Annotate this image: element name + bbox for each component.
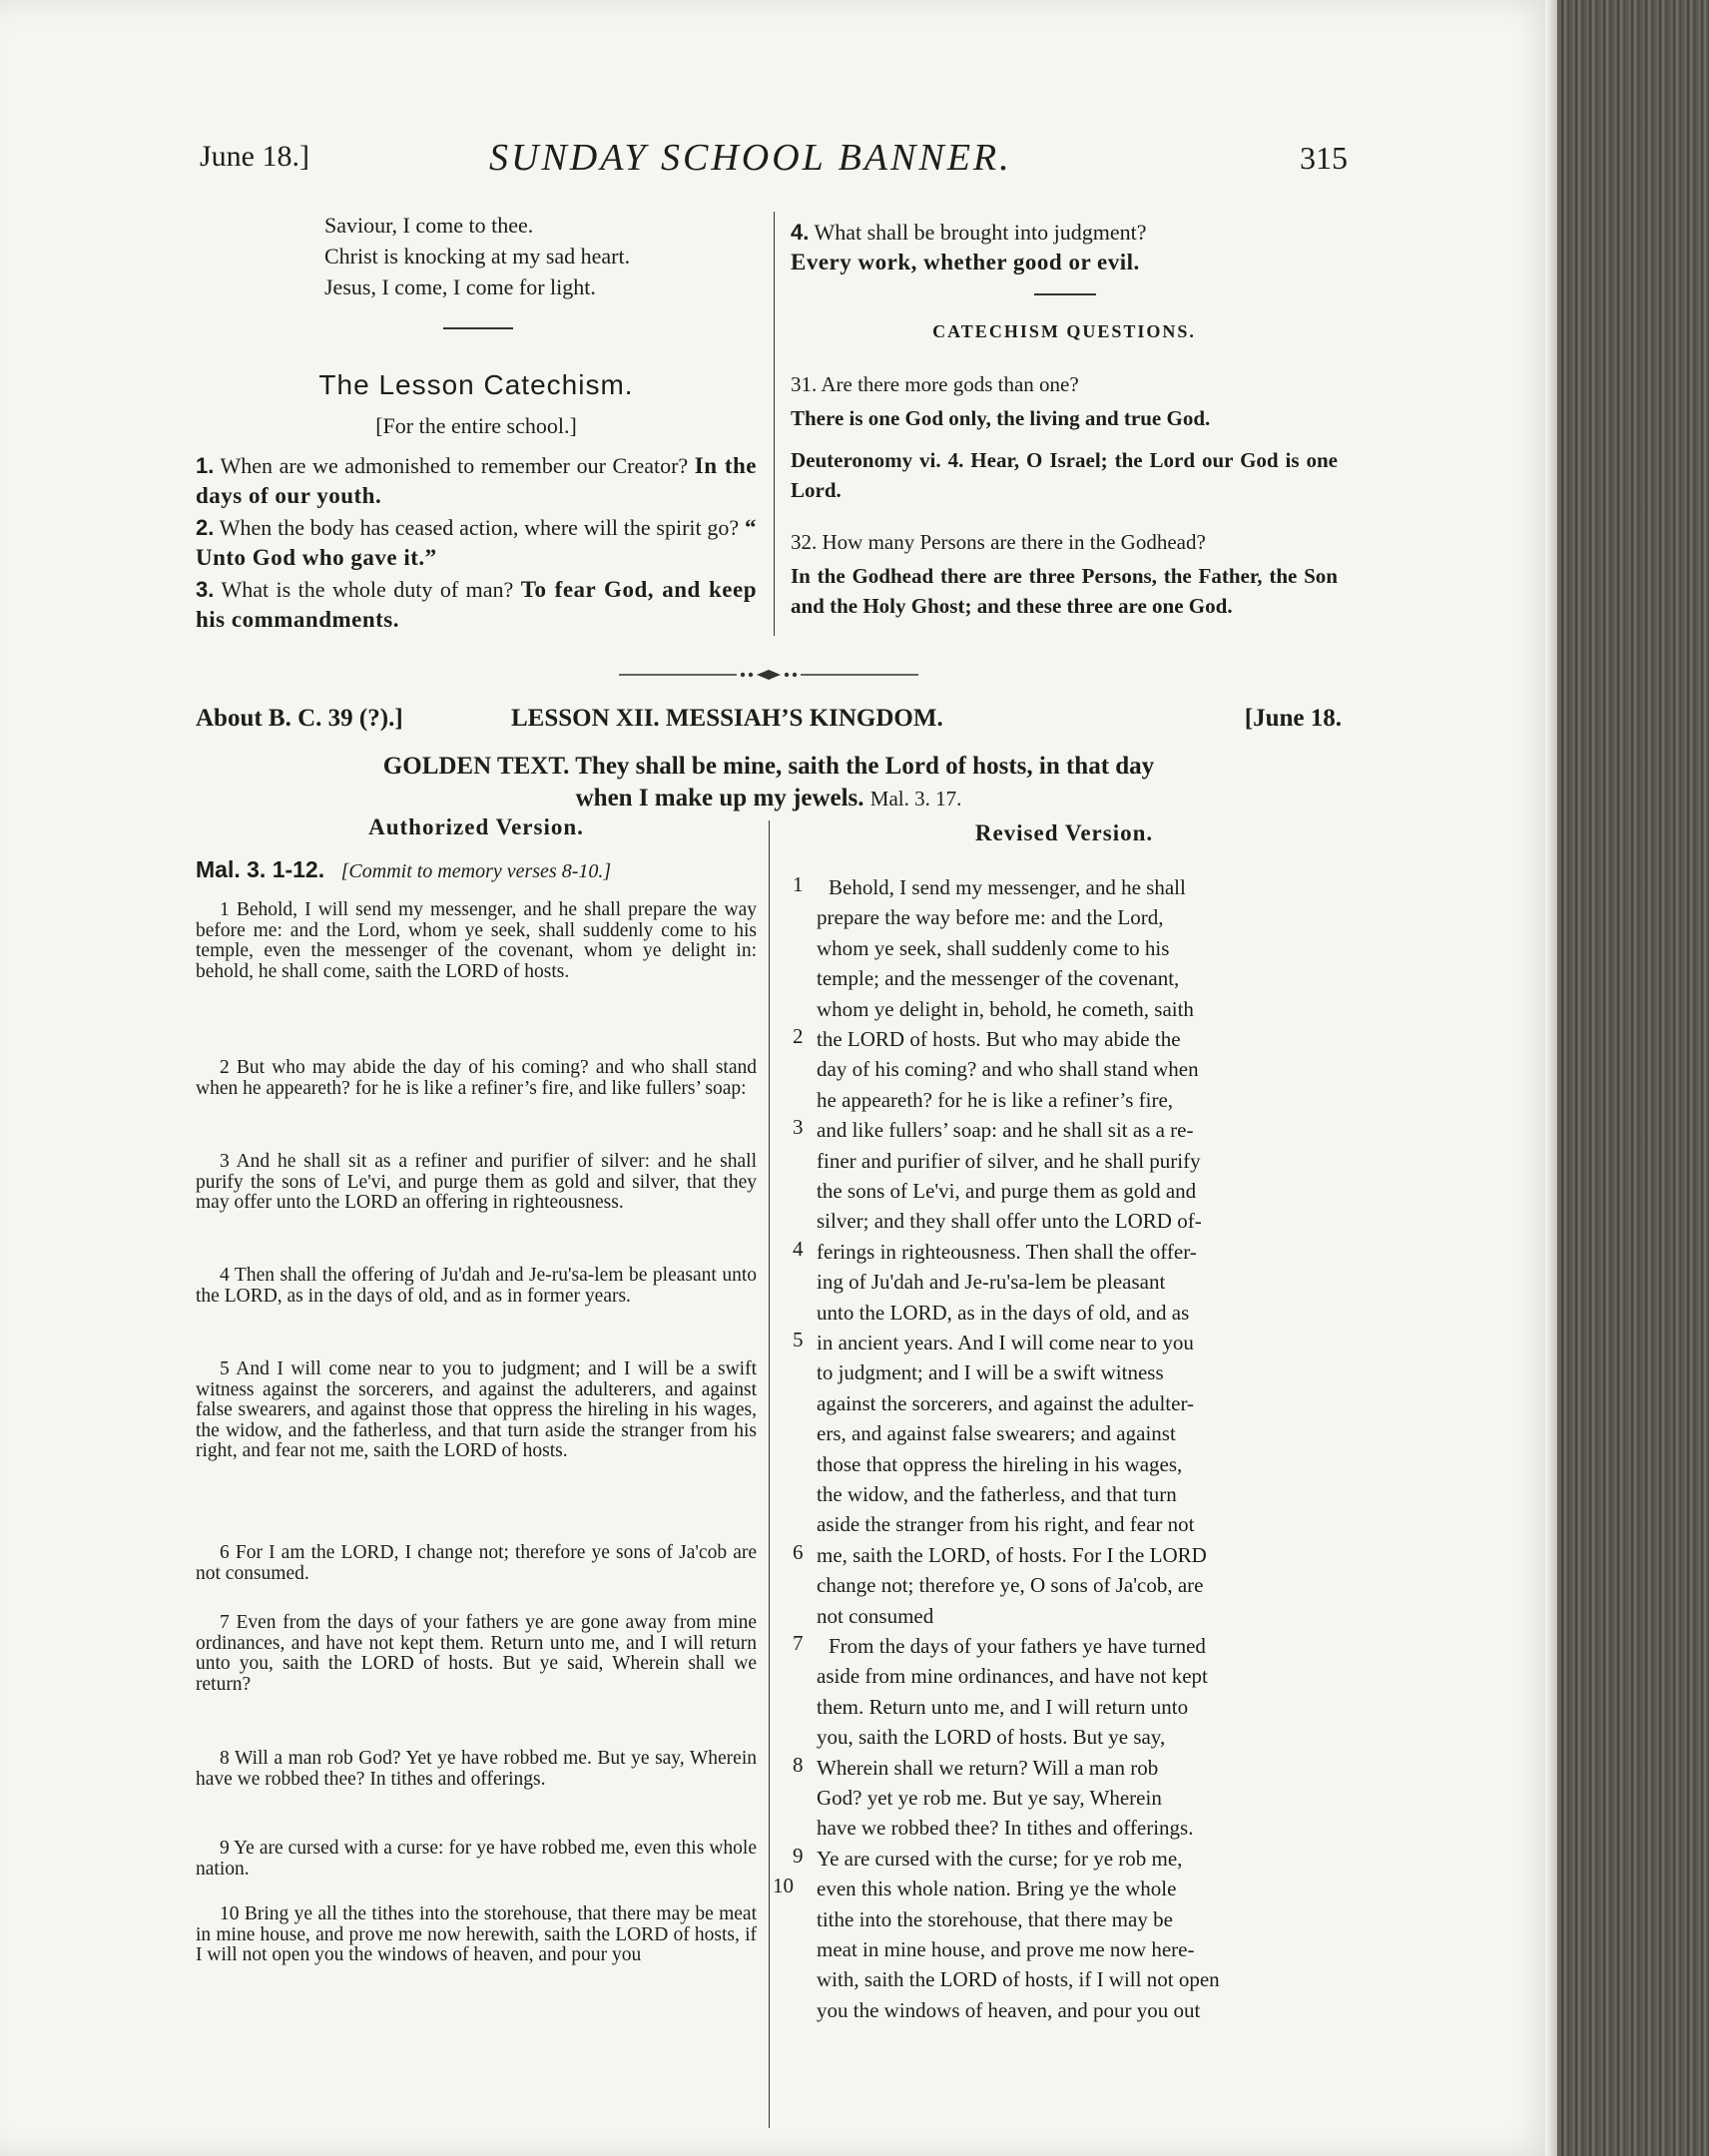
av-verse-1: 1 Behold, I will send my messenger, and he shall prepare the way before me: and the Lord, whom ye seek, shall suddenly come to his temple, even the messenger of the covenant, whom ye delight in: behold, he shall come, saith the LORD of hosts. <box>196 899 757 982</box>
hymn-line: Christ is knocking at my sad heart. <box>324 244 631 269</box>
rv-verse-number: 9 <box>793 1843 804 1868</box>
rv-line: temple; and the messenger of the covenant, <box>817 966 1180 991</box>
item-number: 2. <box>196 515 215 540</box>
rv-line: in ancient years. And I will come near to you <box>817 1331 1194 1354</box>
item-number: 1. <box>196 453 215 478</box>
rv-line: with, saith the LORD of hosts, if I will not open <box>817 1967 1220 1992</box>
rv-line: aside the stranger from his right, and fear not <box>817 1512 1195 1537</box>
rv-line: unto the LORD, as in the days of old, and as <box>817 1300 1190 1325</box>
rv-line: he appeareth? for he is like a refiner’s fire, <box>817 1087 1174 1112</box>
item-question: What shall be brought into judgment? <box>814 220 1147 245</box>
av-verse-5: 5 And I will come near to you to judgment; and I will be a swift witness against the sorcerers, and against the adulterers, and against false swearers, and against those that oppress the hireling in his wages, the widow, and the fatherless, and that turn aside the stranger from his right, and fear not me, saith the LORD of hosts. <box>196 1358 757 1461</box>
golden-label: GOLDEN TEXT. <box>382 753 570 780</box>
rv-line: the widow, and the fatherless, and that turn <box>817 1482 1177 1506</box>
page-number: 315 <box>1300 140 1348 176</box>
book-binding <box>1557 0 1709 2156</box>
rv-line: not consumed <box>817 1603 934 1628</box>
memory-note: [Commit to memory verses 8-10.] <box>340 860 612 882</box>
rv-line: ers, and against false swearers; and against <box>817 1421 1176 1446</box>
lesson-date: [June 18. <box>1244 705 1342 732</box>
item-answer: “ Unto God who gave it.” <box>196 515 758 570</box>
av-verse-2: 2 But who may abide the day of his coming? and who shall stand when he appeareth? for he is like a refiner’s fire, and like fullers’ soap: <box>196 1057 757 1099</box>
rv-verse-number: 7 <box>793 1631 804 1655</box>
column-rule-top <box>774 212 775 636</box>
catechism-item-4 <box>791 218 1338 277</box>
rv-line: From the days of your fathers ye have turned <box>829 1634 1206 1658</box>
rv-line: God? yet ye rob me. But ye say, Wherein <box>817 1786 1162 1810</box>
rv-verse-number: 10 <box>773 1874 794 1898</box>
hymn-stanza <box>324 210 630 302</box>
golden-text <box>196 751 1342 814</box>
rv-line: and like fullers’ soap: and he shall sit as a re- <box>817 1118 1194 1143</box>
catechism-item-1 <box>196 451 757 511</box>
av-verse-10: 10 Bring ye all the tithes into the storehouse, that there may be meat in mine house, and prove me now herewith, saith the LORD of hosts, if I will not open you the windows of heaven, and pour you <box>196 1903 757 1965</box>
item-answer: In the days of our youth. <box>196 453 757 508</box>
lesson-period: About B. C. 39 (?).] <box>196 705 403 732</box>
rv-line: them. Return unto me, and I will return unto <box>817 1694 1189 1719</box>
golden-line-1: They shall be mine, saith the Lord of hosts, in that day <box>575 753 1155 780</box>
rv-line: aside from mine ordinances, and have not kept <box>817 1664 1208 1689</box>
item-question: When the body has ceased action, where will the spirit go? <box>219 515 740 540</box>
rv-line: you the windows of heaven, and pour you out <box>817 1997 1201 2022</box>
rv-line: have we robbed thee? In tithes and offerings. <box>817 1816 1194 1841</box>
question-31: 31. Are there more gods than one? <box>791 372 1079 396</box>
rv-line: even this whole nation. Bring ye the whole <box>817 1877 1177 1901</box>
lesson-heading <box>196 705 1342 741</box>
item-number: 4. <box>791 220 810 245</box>
rv-line: silver; and they shall offer unto the LORD of- <box>817 1209 1202 1234</box>
av-verse-9: 9 Ye are cursed with a curse: for ye have robbed me, even this whole nation. <box>196 1838 757 1880</box>
scripture-ref-31: Deuteronomy vi. 4. Hear, O Israel; the Lord our God is one Lord. <box>791 448 1338 502</box>
rv-line: ferings in righteousness. Then shall the offer- <box>817 1239 1197 1264</box>
catechism-title: The Lesson Catechism. <box>318 369 634 400</box>
hymn-divider <box>443 327 513 329</box>
question-32: 32. How many Persons are there in the Godhead? <box>791 530 1206 554</box>
rv-verse-number: 8 <box>793 1752 804 1777</box>
rv-verse-number: 4 <box>793 1236 804 1261</box>
av-verse-4: 4 Then shall the offering of Ju'dah and Je-ru'sa-lem be pleasant unto the LORD, as in the days of old, and as in former years. <box>196 1265 757 1307</box>
item-answer: To fear God, and keep his commandments. <box>196 577 757 632</box>
rv-line: whom ye delight in, behold, he cometh, saith <box>817 996 1194 1021</box>
rv-line: change not; therefore ye, O sons of Ja'cob, are <box>817 1573 1204 1598</box>
av-verse-3: 3 And he shall sit as a refiner and purifier of silver: and he shall purify the sons of Le'vi, and purge them as gold and silver, that they may offer unto the LORD an offering in righteousness. <box>196 1151 757 1213</box>
av-verse-8: 8 Will a man rob God? Yet ye have robbed me. But ye say, Wherein have we robbed thee? In tithes and offerings. <box>196 1748 757 1790</box>
authorized-version-heading: Authorized Version. <box>368 814 584 839</box>
catechism-item-3 <box>196 575 757 635</box>
rv-line: Ye are cursed with the curse; for ye rob me, <box>817 1846 1183 1871</box>
hymn-line: Jesus, I come, I come for light. <box>324 274 596 299</box>
passage-reference: Mal. 3. 1-12. <box>196 856 325 882</box>
item-question: When are we admonished to remember our Creator? <box>220 453 689 478</box>
rv-line: whom ye seek, shall suddenly come to his <box>817 935 1170 960</box>
catechism-subtitle: [For the entire school.] <box>375 413 577 438</box>
answer-32: In the Godhead there are three Persons, the Father, the Son and the Holy Ghost; and these three are one God. <box>791 564 1338 618</box>
rv-verse-number: 1 <box>793 872 804 896</box>
header-title: SUNDAY SCHOOL BANNER. <box>489 137 1012 179</box>
rv-verse-number: 5 <box>793 1328 804 1351</box>
rv-verse-number: 6 <box>793 1539 804 1564</box>
rv-line: meat in mine house, and prove me now here- <box>817 1937 1195 1961</box>
item4-divider <box>1034 293 1096 295</box>
rv-line: ing of Ju'dah and Je-ru'sa-lem be pleasant <box>817 1270 1166 1295</box>
running-head <box>200 137 1348 190</box>
passage-line <box>196 856 757 883</box>
rv-line: tithe into the storehouse, that there may be <box>817 1906 1173 1931</box>
rv-line: prepare the way before me: and the Lord, <box>817 905 1164 930</box>
rv-line: against the sorcerers, and against the adulter- <box>817 1390 1195 1415</box>
golden-reference: Mal. 3. 17. <box>869 787 962 810</box>
golden-line-2: when I make up my jewels. <box>575 785 864 811</box>
rv-line: Behold, I send my messenger, and he shall <box>829 875 1186 899</box>
rv-line: Wherein shall we return? Will a man rob <box>817 1755 1159 1780</box>
catechism-questions-heading: CATECHISM QUESTIONS. <box>932 321 1196 341</box>
rv-line: day of his coming? and who shall stand when <box>817 1057 1199 1082</box>
item-number: 3. <box>196 577 215 602</box>
rv-line: me, saith the LORD, of hosts. For I the LORD <box>817 1542 1207 1567</box>
av-verse-6: 6 For I am the LORD, I change not; therefore ye sons of Ja'cob are not consumed. <box>196 1542 757 1584</box>
rv-line: the sons of Le'vi, and purge them as gold and <box>817 1179 1197 1203</box>
rv-line: to judgment; and I will be a swift witness <box>817 1360 1164 1385</box>
answer-31: There is one God only, the living and true God. <box>791 406 1211 430</box>
ornamental-divider <box>619 667 918 683</box>
item-answer: Every work, whether good or evil. <box>791 250 1140 274</box>
catechism-item-2 <box>196 513 757 573</box>
rv-line: finer and purifier of silver, and he shall purify <box>817 1148 1201 1173</box>
revised-version-heading: Revised Version. <box>974 820 1154 845</box>
lesson-title: LESSON XII. MESSIAH’S KINGDOM. <box>511 705 943 732</box>
rv-verse-number: 2 <box>793 1024 804 1048</box>
header-date: June 18.] <box>200 140 309 173</box>
column-rule-bottom <box>769 820 770 2128</box>
item-question: What is the whole duty of man? <box>221 577 514 602</box>
rv-line: the LORD of hosts. But who may abide the <box>817 1027 1181 1051</box>
rv-line: those that oppress the hireling in his wages, <box>817 1451 1183 1476</box>
av-verse-7: 7 Even from the days of your fathers ye are gone away from mine ordinances, and have not kept them. Return unto me, and I will return unto you, saith the LORD of hosts. But ye said, Wherein shall we return? <box>196 1612 757 1695</box>
rv-verse-number: 3 <box>793 1115 804 1140</box>
rv-line: you, saith the LORD of hosts. But ye say, <box>817 1725 1166 1750</box>
hymn-line: Saviour, I come to thee. <box>324 213 534 238</box>
